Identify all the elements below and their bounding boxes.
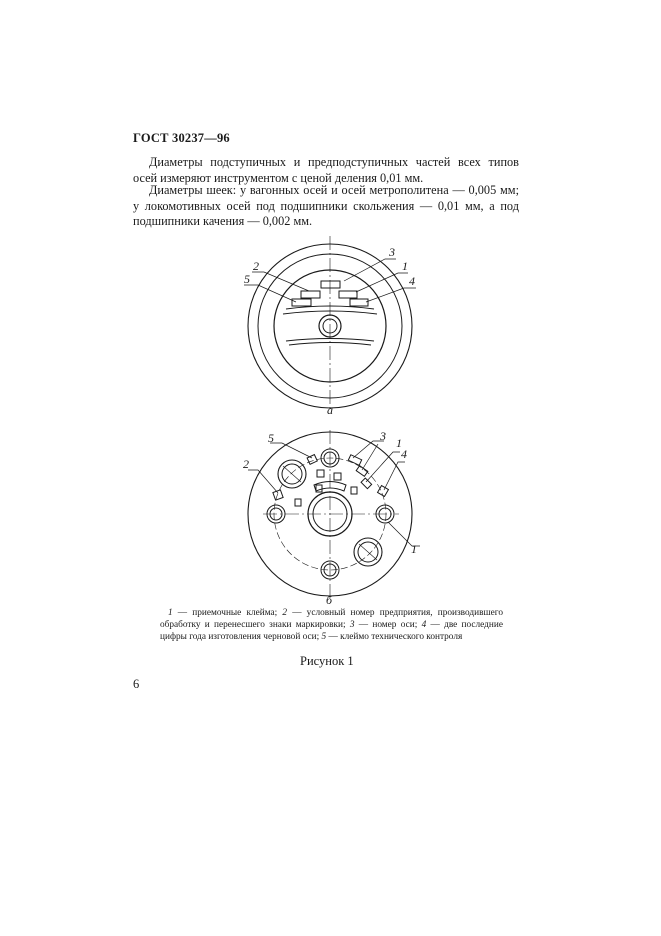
caption-num: 5 (321, 632, 327, 642)
view-a-lower-arc-2 (289, 343, 371, 346)
view-a-mark-4 (350, 299, 368, 306)
view-a-callout-2: 2 (253, 259, 259, 273)
view-a-leader-5 (244, 285, 296, 302)
view-b-axle-end (243, 429, 420, 607)
view-b-mark-square-5 (317, 470, 324, 477)
view-a-mark-2 (301, 291, 320, 298)
view-a-callout-3: 3 (389, 245, 395, 259)
view-a-mark-5 (292, 299, 311, 306)
paragraph-line: Диаметры шеек: у вагонных осей и осей метрополитена — 0,005 мм; (149, 183, 519, 197)
view-a-callout-5: 5 (244, 272, 250, 286)
view-a-mark-1 (339, 291, 357, 298)
view-b-leader-1a (384, 462, 405, 490)
view-b-callout-3: 3 (380, 429, 386, 443)
view-a-lower-arc (286, 339, 374, 342)
view-b-leader-4 (366, 452, 400, 482)
view-b-callout-1a: 1 (396, 436, 402, 450)
view-b-callout-1b: 1 (411, 542, 417, 556)
view-b-leader-3a (353, 441, 384, 458)
caption-text: — условный номер предприятия, производившего (287, 608, 504, 618)
view-b-mark-square-2 (351, 487, 357, 494)
paragraph-line: у локомотивных осей под подшипники скольжения — 0,01 мм, а под (133, 198, 519, 213)
caption-text: — номер оси; (354, 620, 422, 630)
view-a-mark-3 (321, 281, 340, 288)
caption-num: 2 (282, 608, 288, 618)
caption-text: цифры года изготовления черновой оси; (160, 632, 322, 642)
view-b-callout-5: 5 (268, 431, 274, 445)
paragraph-line: Диаметры подступичных и предподступичных частей всех типов (149, 155, 519, 169)
view-b-leader-2 (248, 470, 278, 493)
view-b-mark-square-3 (295, 499, 301, 506)
view-b-mark-4 (361, 478, 372, 489)
caption-text: обработку и перенесшего знаки маркировки; (160, 620, 350, 630)
view-b-mark-2 (273, 490, 283, 500)
view-b-callout-2: 2 (243, 457, 249, 471)
caption-text: — две последние (426, 620, 503, 630)
caption-text: — клеймо технического контроля (326, 632, 463, 642)
page-number: 6 (133, 677, 140, 691)
paragraph-line: подшипники качения — 0,002 мм. (133, 214, 313, 228)
view-a-axle-end (244, 236, 416, 417)
caption-text: — приемочные клейма; (172, 608, 283, 618)
figure-caption (160, 607, 503, 643)
view-b-sublabel: б (326, 593, 333, 607)
figure-title: Рисунок 1 (300, 654, 354, 668)
view-b-callout-4: 4 (401, 447, 407, 461)
caption-num: 4 (421, 620, 427, 630)
view-a-sublabel: а (327, 403, 333, 417)
caption-num: 3 (349, 620, 355, 630)
view-a-callout-4: 4 (409, 274, 415, 288)
paragraph-line: осей измеряют инструментом с ценой деления 0,01 мм. (133, 170, 424, 185)
caption-num: 1 (168, 608, 173, 618)
view-b-hole-hatch (359, 544, 377, 560)
view-a-callout-1: 1 (402, 259, 408, 273)
document-header: ГОСТ 30237—96 (133, 131, 230, 145)
view-b-leader-5 (270, 443, 312, 458)
view-b-mark-square-1 (334, 473, 341, 480)
